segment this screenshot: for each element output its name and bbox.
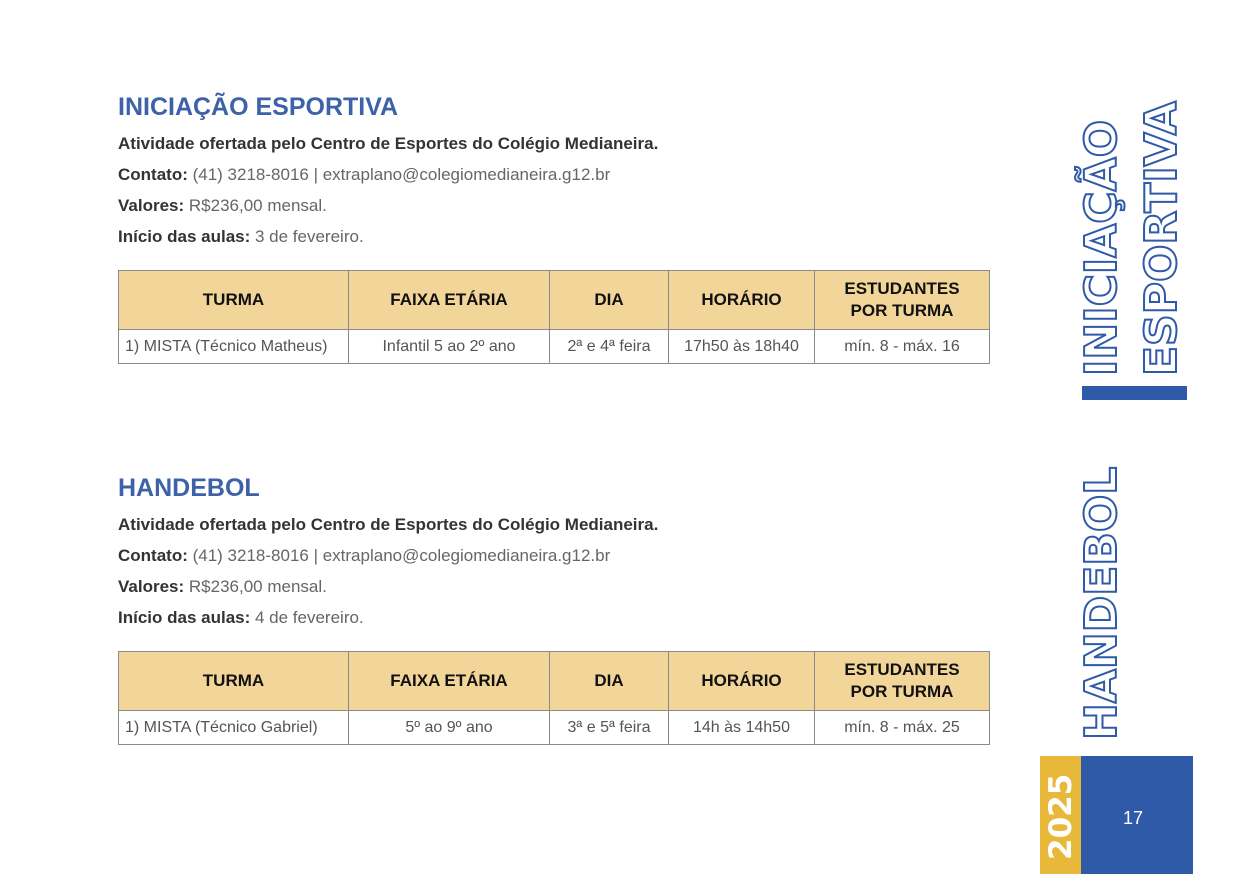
- header-estudantes-line2: POR TURMA: [850, 301, 954, 320]
- header-estudantes-line2: POR TURMA: [850, 682, 954, 701]
- section-subtitle: Atividade ofertada pelo Centro de Esportes do Colégio Medianeira.: [118, 134, 659, 153]
- table-header-row: [119, 271, 990, 330]
- section-title: HANDEBOL: [118, 474, 260, 502]
- header-turma: TURMA: [119, 271, 349, 330]
- sidebar-heading-iniciacao: INICIAÇÃO: [1076, 119, 1127, 376]
- contact-line: [118, 540, 989, 571]
- price-value: R$236,00 mensal.: [184, 577, 327, 596]
- header-horario: HORÁRIO: [669, 271, 815, 330]
- start-value: 4 de fevereiro.: [250, 608, 364, 627]
- header-faixa-etaria: FAIXA ETÁRIA: [349, 652, 550, 711]
- header-faixa-etaria: FAIXA ETÁRIA: [349, 271, 550, 330]
- contact-value: (41) 3218-8016 | extraplano@colegiomedianeira.g12.br: [187, 546, 611, 565]
- section-subtitle: Atividade ofertada pelo Centro de Esportes do Colégio Medianeira.: [118, 515, 659, 534]
- cell-turma: 1) MISTA (Técnico Gabriel): [119, 711, 349, 745]
- section-iniciacao-esportiva: [118, 92, 989, 364]
- year-label: 2025: [1043, 773, 1079, 860]
- sidebar-divider-bar: [1082, 386, 1187, 400]
- cell-turma: 1) MISTA (Técnico Matheus): [119, 330, 349, 364]
- cell-horario: 17h50 às 18h40: [669, 330, 815, 364]
- start-label: Início das aulas:: [118, 227, 251, 246]
- header-dia: DIA: [550, 652, 669, 711]
- header-estudantes: [815, 652, 990, 711]
- contact-value: (41) 3218-8016 | extraplano@colegiomedianeira.g12.br: [187, 165, 611, 184]
- contact-label: Contato:: [118, 165, 188, 184]
- contact-label: Contato:: [118, 546, 188, 565]
- price-value: R$236,00 mensal.: [184, 196, 327, 215]
- table-row: [119, 711, 990, 745]
- cell-faixa-etaria: Infantil 5 ao 2º ano: [349, 330, 550, 364]
- start-value: 3 de fevereiro.: [250, 227, 364, 246]
- cell-estudantes: mín. 8 - máx. 16: [815, 330, 990, 364]
- cell-horario: 14h às 14h50: [669, 711, 815, 745]
- start-line: [118, 221, 989, 252]
- header-estudantes: [815, 271, 990, 330]
- start-line: [118, 602, 989, 633]
- header-estudantes-line1: ESTUDANTES: [844, 279, 960, 298]
- price-line: [118, 571, 989, 602]
- sidebar-heading-handebol: HANDEBOL: [1076, 466, 1127, 740]
- table-row: [119, 330, 990, 364]
- section-handebol: [118, 473, 989, 745]
- header-estudantes-line1: ESTUDANTES: [844, 660, 960, 679]
- cell-dia: 2ª e 4ª feira: [550, 330, 669, 364]
- price-label: Valores:: [118, 577, 185, 596]
- start-label: Início das aulas:: [118, 608, 251, 627]
- header-turma: TURMA: [119, 652, 349, 711]
- cell-dia: 3ª e 5ª feira: [550, 711, 669, 745]
- cell-estudantes: mín. 8 - máx. 25: [815, 711, 990, 745]
- table-header-row: [119, 652, 990, 711]
- schedule-table: [118, 651, 990, 745]
- header-dia: DIA: [550, 271, 669, 330]
- section-title: INICIAÇÃO ESPORTIVA: [118, 93, 399, 121]
- cell-faixa-etaria: 5º ao 9º ano: [349, 711, 550, 745]
- price-line: [118, 190, 989, 221]
- sidebar-heading-esportiva: ESPORTIVA: [1136, 101, 1187, 376]
- contact-line: [118, 159, 989, 190]
- page-number: 17: [1122, 808, 1144, 828]
- header-horario: HORÁRIO: [669, 652, 815, 711]
- schedule-table: [118, 270, 990, 364]
- price-label: Valores:: [118, 196, 185, 215]
